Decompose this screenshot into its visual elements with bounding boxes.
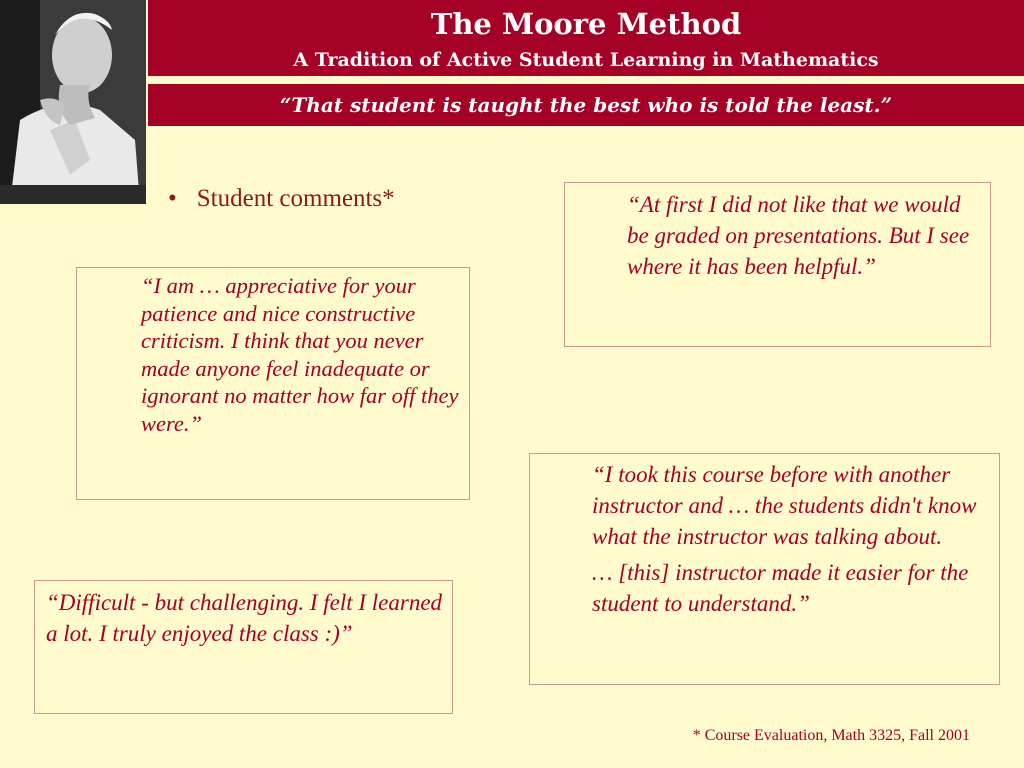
bullet-text: Student comments*	[196, 185, 395, 212]
comment-box-another-instructor	[529, 453, 1000, 685]
portrait-image	[0, 0, 146, 204]
comment-text: “I am … appreciative for your patience and nice constructive criticism. I think that you never made anyone feel inadequate or ignorant no matter how far off they were.”	[141, 273, 459, 436]
comment-text: “I took this course before with another instructor and … the students didn't know what the instructor was talking about.	[592, 462, 977, 549]
header-divider	[148, 76, 1024, 84]
motto-quote: “That student is taught the best who is told the least.”	[279, 93, 893, 117]
footnote: * Course Evaluation, Math 3325, Fall 2001	[692, 727, 970, 744]
page-title: The Moore Method	[430, 7, 742, 41]
page-subtitle: A Tradition of Active Student Learning in Mathematics	[293, 49, 879, 71]
comment-text: “At first I did not like that we would be graded on presentations. But I see where it has been helpful.”	[627, 192, 970, 279]
bullet-student-comments	[168, 183, 395, 215]
portrait-photo	[0, 0, 146, 204]
comment-box-difficult	[34, 580, 453, 714]
comment-text: “Difficult - but challenging. I felt I learned a lot. I truly enjoyed the class :)”	[46, 590, 443, 646]
comment-box-graded-presentations	[564, 182, 991, 347]
comment-box-appreciative	[76, 267, 470, 500]
bullet-symbol: •	[168, 185, 177, 212]
comment-text: … [this] instructor made it easier for the student to understand.”	[592, 560, 969, 616]
